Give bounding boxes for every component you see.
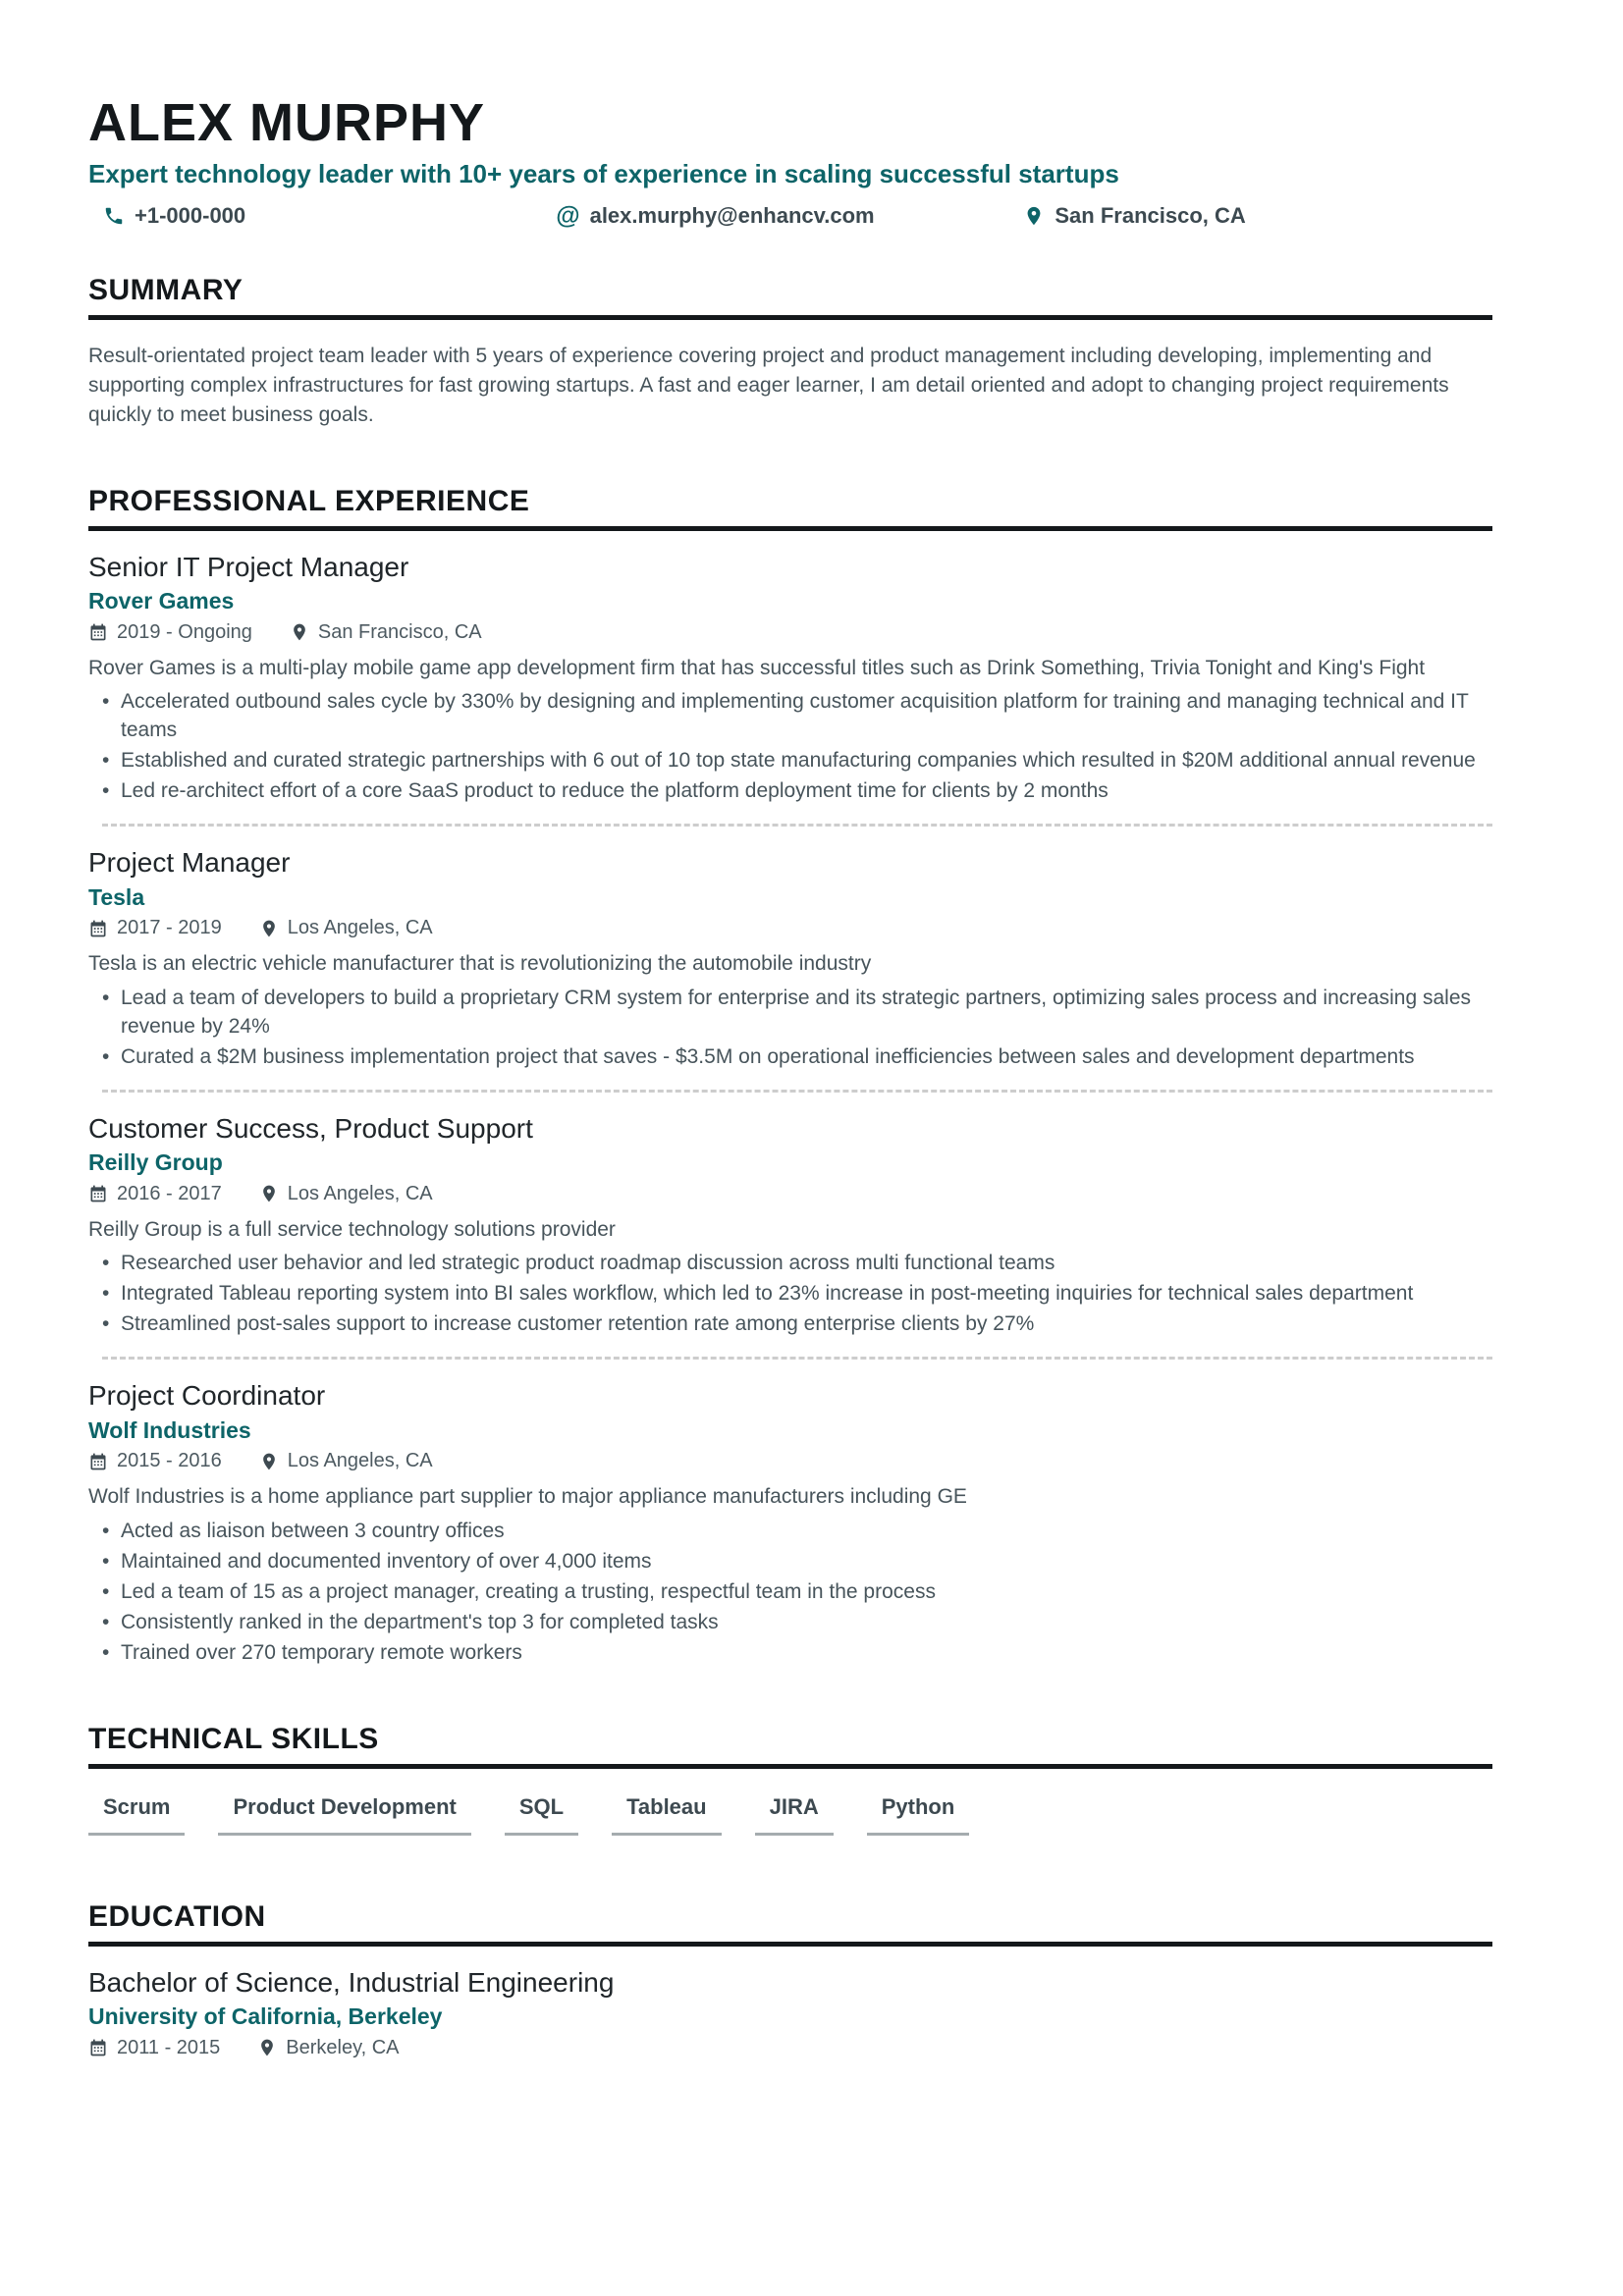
job-meta-row — [88, 621, 1492, 644]
job-dates — [88, 621, 252, 644]
job-bullet: • Acted as liaison between 3 country offices — [102, 1518, 1492, 1546]
calendar-icon — [88, 1184, 108, 1203]
education-meta-row — [88, 2037, 1492, 2059]
summary-section — [88, 274, 1492, 429]
job-dates-text: 2016 - 2017 — [117, 1182, 222, 1204]
calendar-icon — [88, 2038, 108, 2057]
experience-section-title: PROFESSIONAL EXPERIENCE — [88, 485, 1492, 531]
education-location-text: Berkeley, CA — [286, 2036, 400, 2058]
job-bullet: • Led re-architect effort of a core SaaS product to reduce the platform deployment time for clients by 2 months — [102, 777, 1492, 806]
job-bullets — [88, 1250, 1492, 1339]
job-entry — [88, 551, 1492, 806]
summary-section-title: SUMMARY — [88, 274, 1492, 320]
job-location-text: Los Angeles, CA — [287, 1450, 433, 1472]
job-location — [259, 917, 433, 939]
email-contact — [556, 203, 1023, 229]
job-location — [259, 1183, 433, 1205]
job-location-text: Los Angeles, CA — [287, 917, 433, 939]
map-pin-icon — [290, 622, 309, 642]
job-bullet: • Trained over 270 temporary remote workers — [102, 1639, 1492, 1668]
job-role: Project Coordinator — [88, 1380, 326, 1412]
job-separator — [102, 1357, 1492, 1360]
job-description: Wolf Industries is a home appliance part supplier to major appliance manufacturers including GE — [88, 1485, 967, 1509]
education-section-title: EDUCATION — [88, 1900, 1492, 1947]
map-pin-icon — [257, 2038, 277, 2057]
job-dates-text: 2015 - 2016 — [117, 1450, 222, 1472]
skill-tag: SQL — [505, 1794, 578, 1836]
skills-section-title: TECHNICAL SKILLS — [88, 1723, 1492, 1769]
job-bullet: • Consistently ranked in the department's top 3 for completed tasks — [102, 1609, 1492, 1637]
education-entry — [88, 1966, 1492, 2059]
map-pin-icon — [259, 919, 279, 938]
job-bullet: • Researched user behavior and led strategic product roadmap discussion across multi functional teams — [102, 1250, 1492, 1278]
job-meta-row — [88, 1450, 1492, 1472]
phone-icon — [103, 205, 125, 227]
job-bullet: • Led a team of 15 as a project manager, creating a trusting, respectful team in the process — [102, 1578, 1492, 1607]
job-bullet: • Established and curated strategic partnerships with 6 out of 10 top state manufacturing companies which resulted in $20M additional annual revenue — [102, 747, 1492, 775]
job-company: Rover Games — [88, 588, 235, 614]
job-role: Customer Success, Product Support — [88, 1112, 533, 1144]
job-dates — [88, 917, 222, 939]
job-company: Reilly Group — [88, 1149, 223, 1176]
job-bullet: • Streamlined post-sales support to increase customer retention rate among enterprise clients by 27% — [102, 1310, 1492, 1339]
email-address: alex.murphy@enhancv.com — [589, 203, 875, 229]
job-bullet: • Curated a $2M business implementation project that saves - $3.5M on operational inefficiencies between sales and development departments — [102, 1043, 1492, 1072]
job-separator — [102, 824, 1492, 827]
job-meta-row — [88, 917, 1492, 939]
skills-section — [88, 1723, 1492, 1845]
resume-header — [88, 94, 1492, 229]
job-bullets — [88, 1518, 1492, 1668]
skills-row — [88, 1794, 1492, 1845]
job-description: Rover Games is a multi-play mobile game app development firm that has successful titles such as Drink Something, Trivia Tonight and King's Fight — [88, 656, 1426, 679]
map-pin-icon — [259, 1184, 279, 1203]
job-bullet: • Integrated Tableau reporting system into BI sales workflow, which led to 23% increase in post-meeting inquiries for technical sales department — [102, 1280, 1492, 1308]
job-description: Tesla is an electric vehicle manufacturer that is revolutionizing the automobile industry — [88, 952, 872, 976]
job-bullet: • Accelerated outbound sales cycle by 330% by designing and implementing customer acquisition platform for training and managing technical and IT teams — [102, 688, 1492, 745]
education-dates — [88, 2037, 220, 2059]
location-text: San Francisco, CA — [1055, 203, 1246, 229]
calendar-icon — [88, 919, 108, 938]
candidate-headline: Expert technology leader with 10+ years of experience in scaling successful startups — [88, 159, 1119, 189]
skill-tag: Python — [867, 1794, 970, 1836]
education-location — [257, 2037, 399, 2059]
job-separator — [102, 1090, 1492, 1093]
experience-section — [88, 485, 1492, 1668]
job-meta-row — [88, 1183, 1492, 1205]
contact-row — [88, 203, 1492, 229]
at-icon: @ — [556, 201, 580, 230]
job-location-text: San Francisco, CA — [317, 620, 482, 643]
education-section — [88, 1900, 1492, 2059]
skill-tag: Scrum — [88, 1794, 185, 1836]
job-entry — [88, 1112, 1492, 1339]
job-bullet: • Lead a team of developers to build a proprietary CRM system for enterprise and its strategic partners, optimizing sales process and increasing sales revenue by 24% — [102, 985, 1492, 1041]
job-dates — [88, 1183, 222, 1205]
skill-tag: Tableau — [612, 1794, 722, 1836]
candidate-name: ALEX MURPHY — [88, 93, 486, 152]
calendar-icon — [88, 622, 108, 642]
job-location — [290, 621, 482, 644]
phone-contact — [88, 203, 556, 229]
degree: Bachelor of Science, Industrial Engineering — [88, 1966, 615, 1998]
job-role: Project Manager — [88, 847, 291, 879]
education-dates-text: 2011 - 2015 — [117, 2036, 221, 2058]
calendar-icon — [88, 1452, 108, 1471]
skill-tag: Product Development — [218, 1794, 470, 1836]
job-dates-text: 2017 - 2019 — [117, 917, 222, 939]
job-location-text: Los Angeles, CA — [287, 1182, 433, 1204]
map-pin-icon — [259, 1452, 279, 1471]
job-role: Senior IT Project Manager — [88, 551, 409, 582]
job-description: Reilly Group is a full service technology solutions provider — [88, 1217, 616, 1241]
job-entry — [88, 1379, 1492, 1667]
job-bullets — [88, 688, 1492, 806]
job-company: Wolf Industries — [88, 1416, 251, 1443]
phone-number: +1-000-000 — [135, 203, 246, 229]
job-bullet: • Maintained and documented inventory of over 4,000 items — [102, 1548, 1492, 1576]
job-company: Tesla — [88, 883, 145, 910]
job-dates — [88, 1450, 222, 1472]
summary-text: Result-orientated project team leader with 5 years of experience covering project and product management including developing, implementing and supporting complex infrastructures for fast growing startups. A fast and eager learner, I am detail oriented and adopt to changing project requirements quickly to meet business goals. — [88, 345, 1449, 426]
job-entry — [88, 846, 1492, 1071]
map-pin-icon — [1023, 205, 1045, 227]
school: University of California, Berkeley — [88, 2003, 443, 2030]
job-location — [259, 1450, 433, 1472]
job-dates-text: 2019 - Ongoing — [117, 620, 252, 643]
job-bullets — [88, 985, 1492, 1072]
skill-tag: JIRA — [755, 1794, 834, 1836]
location-contact — [1023, 203, 1490, 229]
